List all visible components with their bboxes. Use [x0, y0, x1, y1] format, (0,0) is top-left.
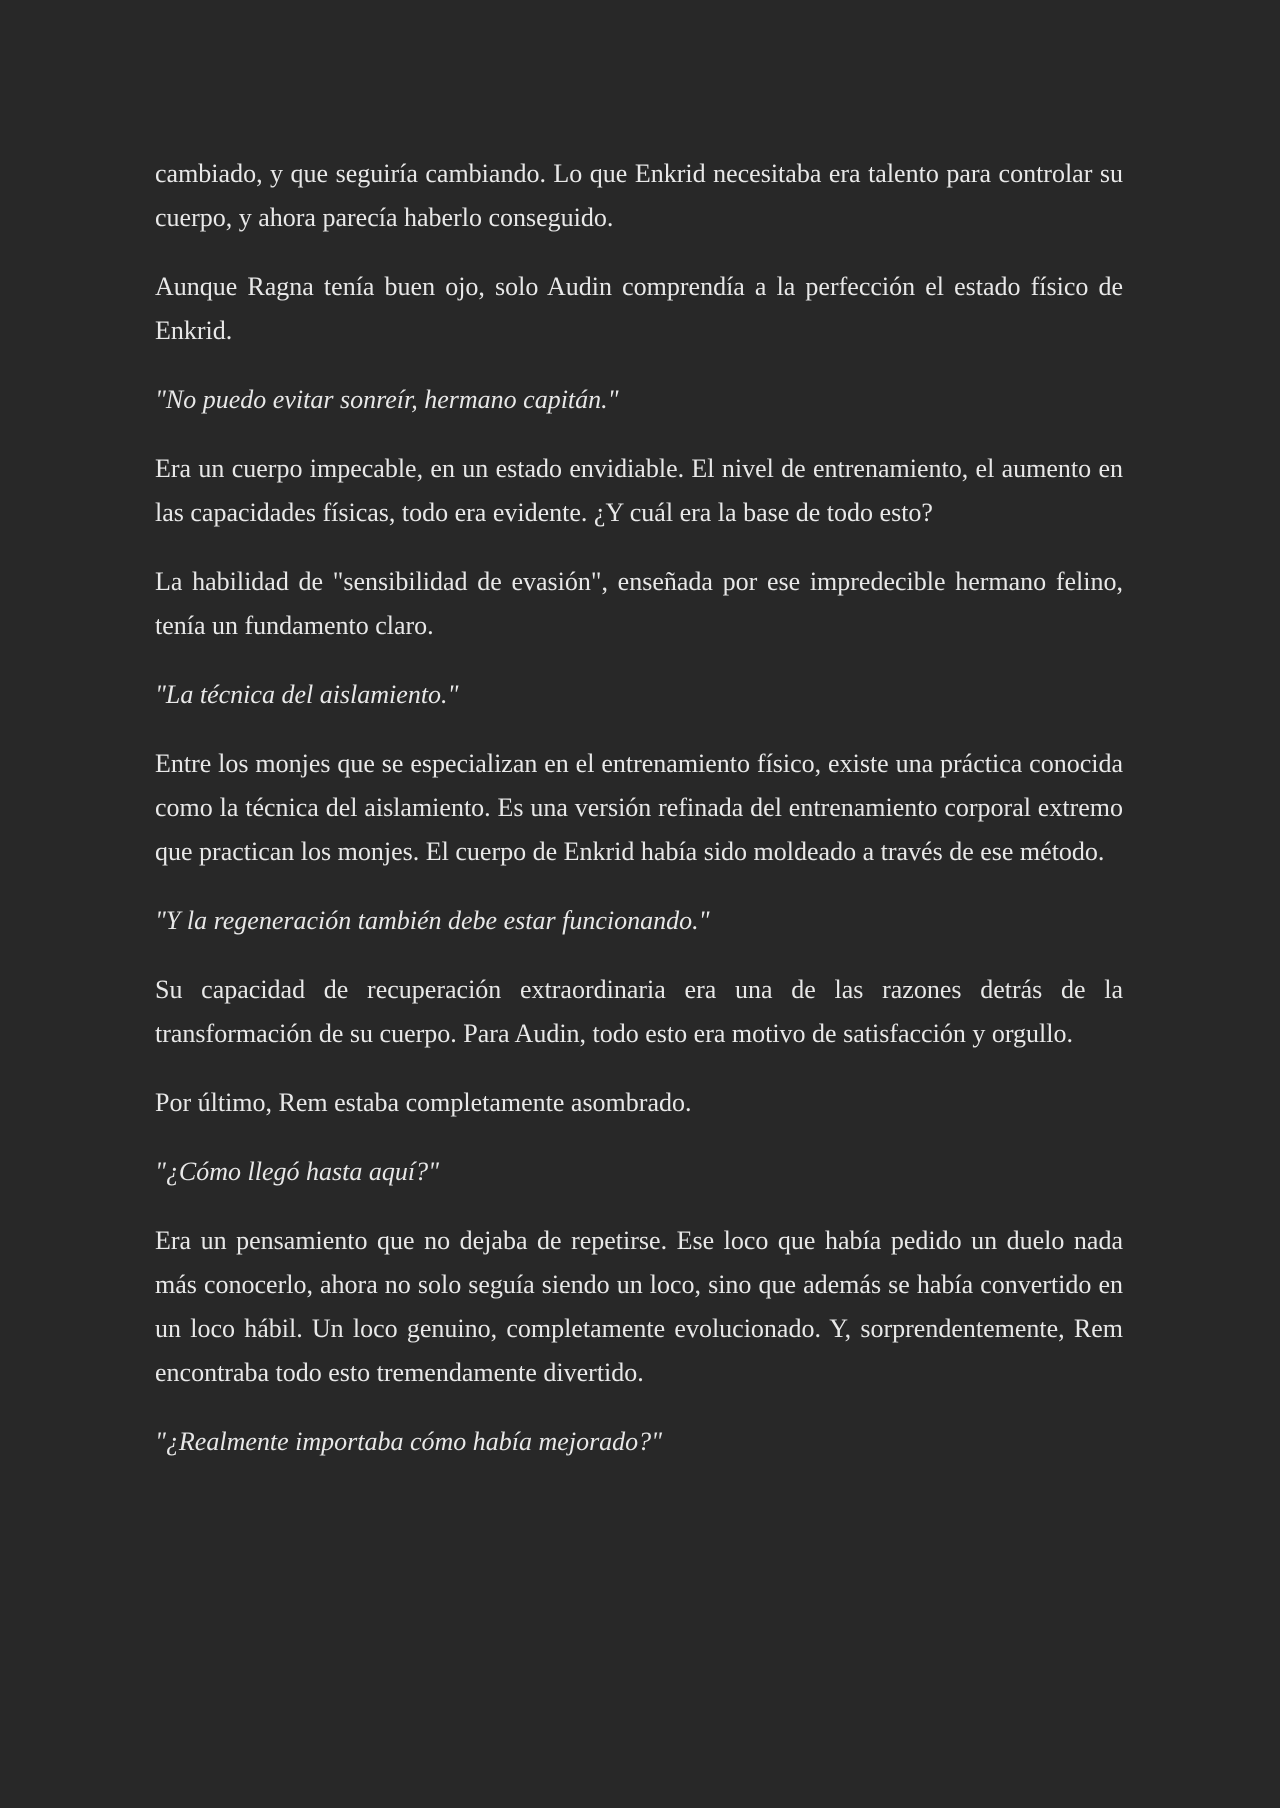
- paragraph-narration: Era un cuerpo impecable, en un estado envidiable. El nivel de entrenamiento, el aumento en las capacidades físicas, todo era evidente. ¿Y cuál era la base de todo esto?: [155, 454, 1123, 527]
- paragraph-narration: Entre los monjes que se especializan en el entrenamiento físico, existe una práctica conocida como la técnica del aislamiento. Es una versión refinada del entrenamiento corporal extremo que practican los monjes. El cuerpo de Enkrid había sido moldeado a través de ese método.: [155, 749, 1123, 866]
- paragraph-thought: "La técnica del aislamiento.": [155, 680, 459, 709]
- paragraph-narration: Por último, Rem estaba completamente asombrado.: [155, 1088, 692, 1117]
- paragraph-thought: "¿Realmente importaba cómo había mejorado?": [155, 1427, 663, 1456]
- paragraph-thought: "No puedo evitar sonreír, hermano capitán.": [155, 385, 619, 414]
- paragraph-thought: "Y la regeneración también debe estar funcionando.": [155, 906, 710, 935]
- paragraph-narration: Era un pensamiento que no dejaba de repetirse. Ese loco que había pedido un duelo nada más conocerlo, ahora no solo seguía siendo un loco, sino que además se había convertido en un loco hábil. Un loco genuino, completamente evolucionado. Y, sorprendentemente, Rem encontraba todo esto tremendamente divertido.: [155, 1226, 1123, 1387]
- paragraph-narration: cambiado, y que seguiría cambiando. Lo que Enkrid necesitaba era talento para controlar su cuerpo, y ahora parecía haberlo conseguido.: [155, 159, 1123, 232]
- paragraph-narration: Su capacidad de recuperación extraordinaria era una de las razones detrás de la transformación de su cuerpo. Para Audin, todo esto era motivo de satisfacción y orgullo.: [155, 975, 1123, 1048]
- paragraph-narration: Aunque Ragna tenía buen ojo, solo Audin comprendía a la perfección el estado físico de Enkrid.: [155, 272, 1123, 345]
- paragraph-narration: La habilidad de "sensibilidad de evasión", enseñada por ese impredecible hermano felino, tenía un fundamento claro.: [155, 567, 1123, 640]
- reader-page: [155, 152, 1123, 1489]
- paragraph-thought: "¿Cómo llegó hasta aquí?": [155, 1157, 440, 1186]
